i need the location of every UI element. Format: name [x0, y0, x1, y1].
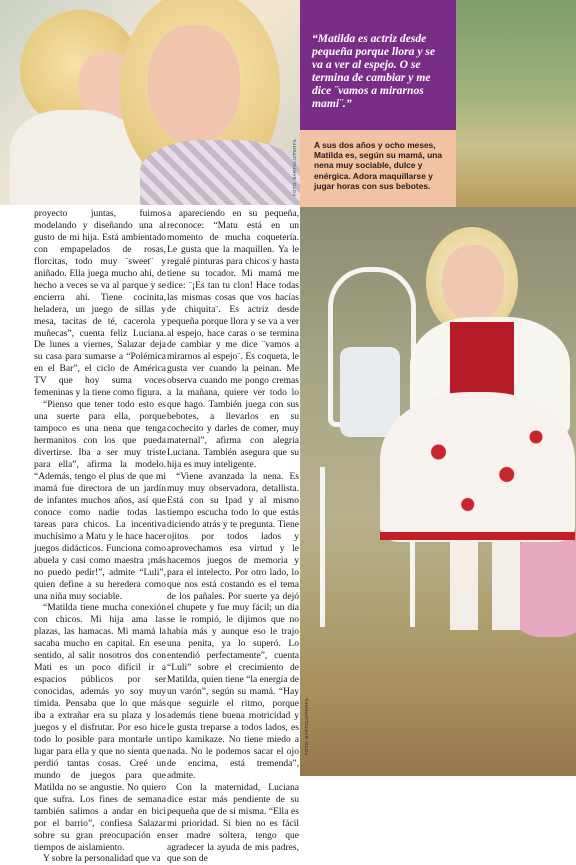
mother-blouse	[140, 140, 300, 205]
paragraph: proyecto juntas, fuimos modelando y diseñando una al gusto de mi hija. Está ambientado con empapelados de rosas, florcitas, todo muy ¨sweet¨ y aniñado. Ella juega mucho ahí, de hecho a veces se va al parque y se encierra ahí. Tiene cocinita, heladera, un juego de sillas y mesa, tacitas de té, cacerola y muñecas”, cuenta feliz Luciana. De lunes a viernes, Salazar deja su casa para sumarse a “Polémica en el Bar”, el ciclo de América TV que hoy suma voces femeninas y la tiene como figura.	[34, 208, 166, 399]
child-red-top	[450, 322, 514, 397]
photo-mother-daughter-kiss	[0, 0, 300, 205]
paragraph: “Viene avanzada la nena. Es muy muy observadora, detallista. Está con su Ipad y al mismo tiempo escucha todo lo que estás diciendo atrás y te pregunta. Tiene ojitos por todos lados y aprovechamos esa virtud y le hacemos juegos de memoria y para el intelecto. Por otro lado, lo que nos está costando es el tema de los pañales. Por suerte ya dejó el chupete y fue muy fácil; un día se le rompió, le dijimos que no había más y aunque eso le trajo una penita, ya lo superó. Lo entendió perfectamente”, cuenta “Luli” sobre el crecimiento de Matilda, quien tiene “la energía de un varón”, según su mamá. “Hay que seguirle el ritmo, porque además tiene buena motricidad y le gusta treparse a todos lados, es tipo kamikaze. No tiene miedo a nada. No le podemos sacar el ojo de encima, está tremenda”, admite.	[167, 470, 299, 781]
photo-credit-main: FOTO: BARTOLO/PERFIL	[304, 697, 309, 755]
child-floral-skirt	[380, 392, 575, 542]
photo-credit-top: FOTO: BARTOLO/PERFIL	[292, 138, 297, 196]
skirt-red-hem	[380, 532, 575, 540]
paragraph: Con la maternidad, Luciana dice estar más pendiente de su pequeña que de sí misma. “Ella es mi prioridad. Si bien no es fácil ser madre soltera, tengo que agradecer la ayuda de mis padres, que son de	[167, 781, 299, 865]
photo-child-by-chair	[300, 207, 576, 776]
photo-caption: A sus dos años y ocho meses, Matilda es, según su mamá, una nena muy sociable, dulce y enérgica. Adora maquillarse y jugar horas con sus bebotes.	[300, 130, 456, 207]
pull-quote: “Matilda es actriz desde pequeña porque llora y se va a ver al espejo. O se termina de cambiar y me dice ¨vamos a mirarnos mami¨.”	[300, 0, 456, 130]
child-face	[442, 245, 504, 321]
paragraph: “Matilda tiene mucha conexión con chicos. Mi hija ama las plazas, las hamacas. Mi mamá la sacaba mucho en capital. En ese sentido, al salir nosotros dos con Mati es un poco difícil ir a espacios públicos por ser conocidas, además yo soy muy tímida. Pensaba que lo que más iba a extrañar era su plaza y los juegos y el disfrutar. Por eso hice todo lo posible para montarle un lugar para ella y que no sienta que perdió tantas cosas. Creé un mundo de juegos para que Matilda no se angustie. No quiero que sufra. Los fines de semana también salimos a andar en bici por el barrio”, confiesa Salazar sobre su gran preocupación en tiempos de aislamiento.	[34, 602, 166, 853]
child-legs	[450, 540, 520, 630]
mother-face	[148, 25, 240, 143]
article-column-1	[34, 208, 166, 865]
girl-shirt	[10, 110, 140, 205]
photo-garden-background	[456, 0, 576, 207]
paragraph: “Pienso que tener todo esto es una suerte para ella, porque tampoco es una nena que tenga hermanitos con los que pueda divertirse. Iba a ser muy triste para ella”, afirma la modelo. “Además, tengo el plus de que mi mamá fue directora de un jardín de infantes muchos años, así que conoce como nadie todas las tareas para chicos. La incentiva muchísimo a Matu y le hace hacer juegos didácticos. Funciona como abuela y casi como maestra ¡más no puedo pedir!”, admite “Luli”, quien define a su heredera como una niña muy sociable.	[34, 399, 166, 602]
paragraph: a apareciendo en su pequeña, reconoce: “Matu está en un momento de mucha coquetería. Le gusta que la maquillen. Ya le regalé pinturas para chicos y hasta tiene su tocador. Mi mamá me dice: ¨¡Es tan tu clon! Hace todas las mismas cosas que vos hacías de chiquita¨. Es actriz desde pequeña porque llora y se va a ver al espejo, hace caras o se termina de cambiar y me dice ¨vamos a mirarnos al espejo¨. Es coqueta, le gusta ver cuando la peinan. Me observa cuando me pongo cremas a la mañana, quiere ver todo lo que hago. También juega con sus bebotes, a llevarlos en su cochecito y darles de comer, muy maternal”, afirma con alegría Luciana. También asegura que su hija es muy inteligente.	[167, 208, 299, 471]
article-column-2	[167, 208, 299, 865]
paragraph: Y sobre la personalidad que va	[43, 853, 161, 865]
